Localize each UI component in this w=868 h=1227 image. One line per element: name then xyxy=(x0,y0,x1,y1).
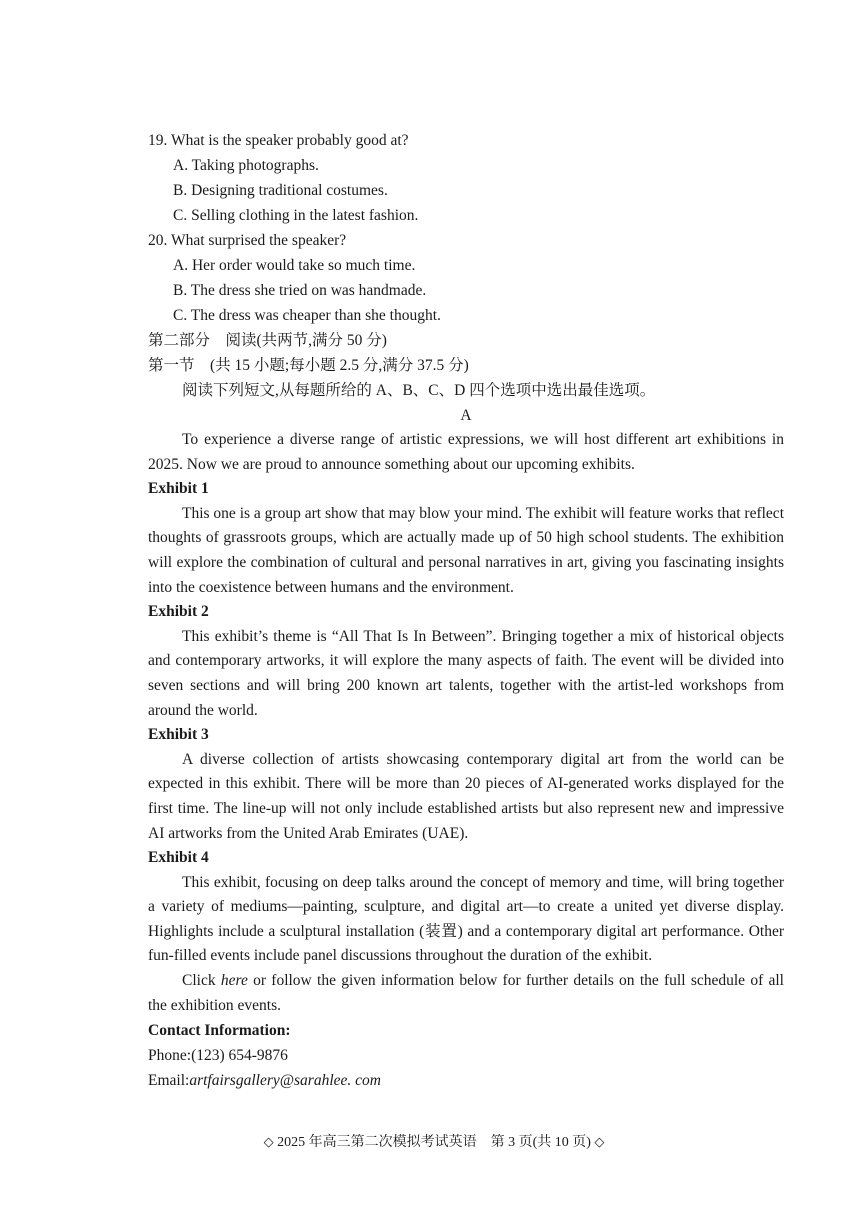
footer-text: 2025 年高三第二次模拟考试英语 第 3 页(共 10 页) xyxy=(277,1135,591,1150)
exhibit-4 xyxy=(148,846,784,969)
exhibit-title: Exhibit 3 xyxy=(148,726,209,744)
option-c: C. Selling clothing in the latest fashion. xyxy=(173,207,419,224)
exhibit-3 xyxy=(148,723,784,846)
passage-letter: A xyxy=(460,407,472,424)
email-line xyxy=(148,1068,784,1093)
diamond-right-icon: ◇ xyxy=(594,1134,605,1149)
question-stem: 20. What surprised the speaker? xyxy=(148,232,347,249)
closing-paragraph xyxy=(148,969,784,1018)
question-stem: 19. What is the speaker probably good at? xyxy=(148,132,409,149)
phone-label: Phone: xyxy=(148,1047,192,1065)
closing-after: or follow the given information below for further details on the full schedule of all the exhibition events. xyxy=(148,972,784,1014)
closing-before: Click xyxy=(182,972,221,990)
exhibit-title: Exhibit 4 xyxy=(148,849,209,867)
exhibit-title: Exhibit 1 xyxy=(148,480,209,498)
exhibit-text: This exhibit’s theme is “All That Is In Between”. Bringing together a mix of historical objects and contemporary artworks, it will explore the many aspects of faith. The event will be divided into seven sections and will bring 200 known art talents, together with the artist-led workshops from around the world. xyxy=(148,627,784,719)
option-b: B. The dress she tried on was handmade. xyxy=(173,282,427,299)
section-heading: 第一节 (共 15 小题;每小题 2.5 分,满分 37.5 分) xyxy=(148,357,469,374)
exam-page xyxy=(148,128,784,1093)
contact-heading: Contact Information: xyxy=(148,1022,291,1040)
option-a: A. Her order would take so much time. xyxy=(173,257,416,274)
exhibit-1 xyxy=(148,477,784,600)
email-address[interactable]: artfairsgallery@sarahlee. com xyxy=(189,1072,381,1090)
question-19 xyxy=(148,128,784,228)
exhibit-text: A diverse collection of artists showcasing contemporary digital art from the world can be expected in this exhibit. There will be more than 20 pieces of AI-generated works displayed for the first time. The line-up will not only include established artists but also represent new and impressive AI artworks from the United Arab Emirates (UAE). xyxy=(148,750,784,842)
exhibit-2 xyxy=(148,600,784,723)
phone-number: (123) 654-9876 xyxy=(191,1047,288,1065)
option-b: B. Designing traditional costumes. xyxy=(173,182,388,199)
phone-line xyxy=(148,1043,784,1068)
instruction: 阅读下列短文,从每题所给的 A、B、C、D 四个选项中选出最佳选项。 xyxy=(182,382,656,399)
diamond-left-icon: ◇ xyxy=(263,1134,274,1149)
option-c: C. The dress was cheaper than she thought. xyxy=(173,307,441,324)
part-heading: 第二部分 阅读(共两节,满分 50 分) xyxy=(148,332,387,349)
here-link[interactable]: here xyxy=(220,972,248,990)
intro-paragraph: To experience a diverse range of artistic expressions, we will host different art exhibitions in 2025. Now we are proud to announce something about our upcoming exhibits. xyxy=(148,431,784,473)
question-20 xyxy=(148,228,784,328)
exhibit-title: Exhibit 2 xyxy=(148,603,209,621)
page-footer xyxy=(0,1132,868,1153)
option-a: A. Taking photographs. xyxy=(173,157,319,174)
email-label: Email: xyxy=(148,1072,190,1090)
exhibit-text: This exhibit, focusing on deep talks around the concept of memory and time, will bring together a variety of mediums—painting, sculpture, and digital art—to create a united yet diverse display. Highlights include a sculptural installation (装置) and a contemporary digital art performance. Other fun-filled events include panel discussions throughout the duration of the exhibit. xyxy=(148,873,784,965)
exhibit-text: This one is a group art show that may blow your mind. The exhibit will feature works that reflect thoughts of grassroots groups, which are actually made up of 50 high school students. The exhibition will explore the combination of cultural and personal narratives in art, giving you fascinating insights into the coexistence between humans and the environment. xyxy=(148,504,784,596)
